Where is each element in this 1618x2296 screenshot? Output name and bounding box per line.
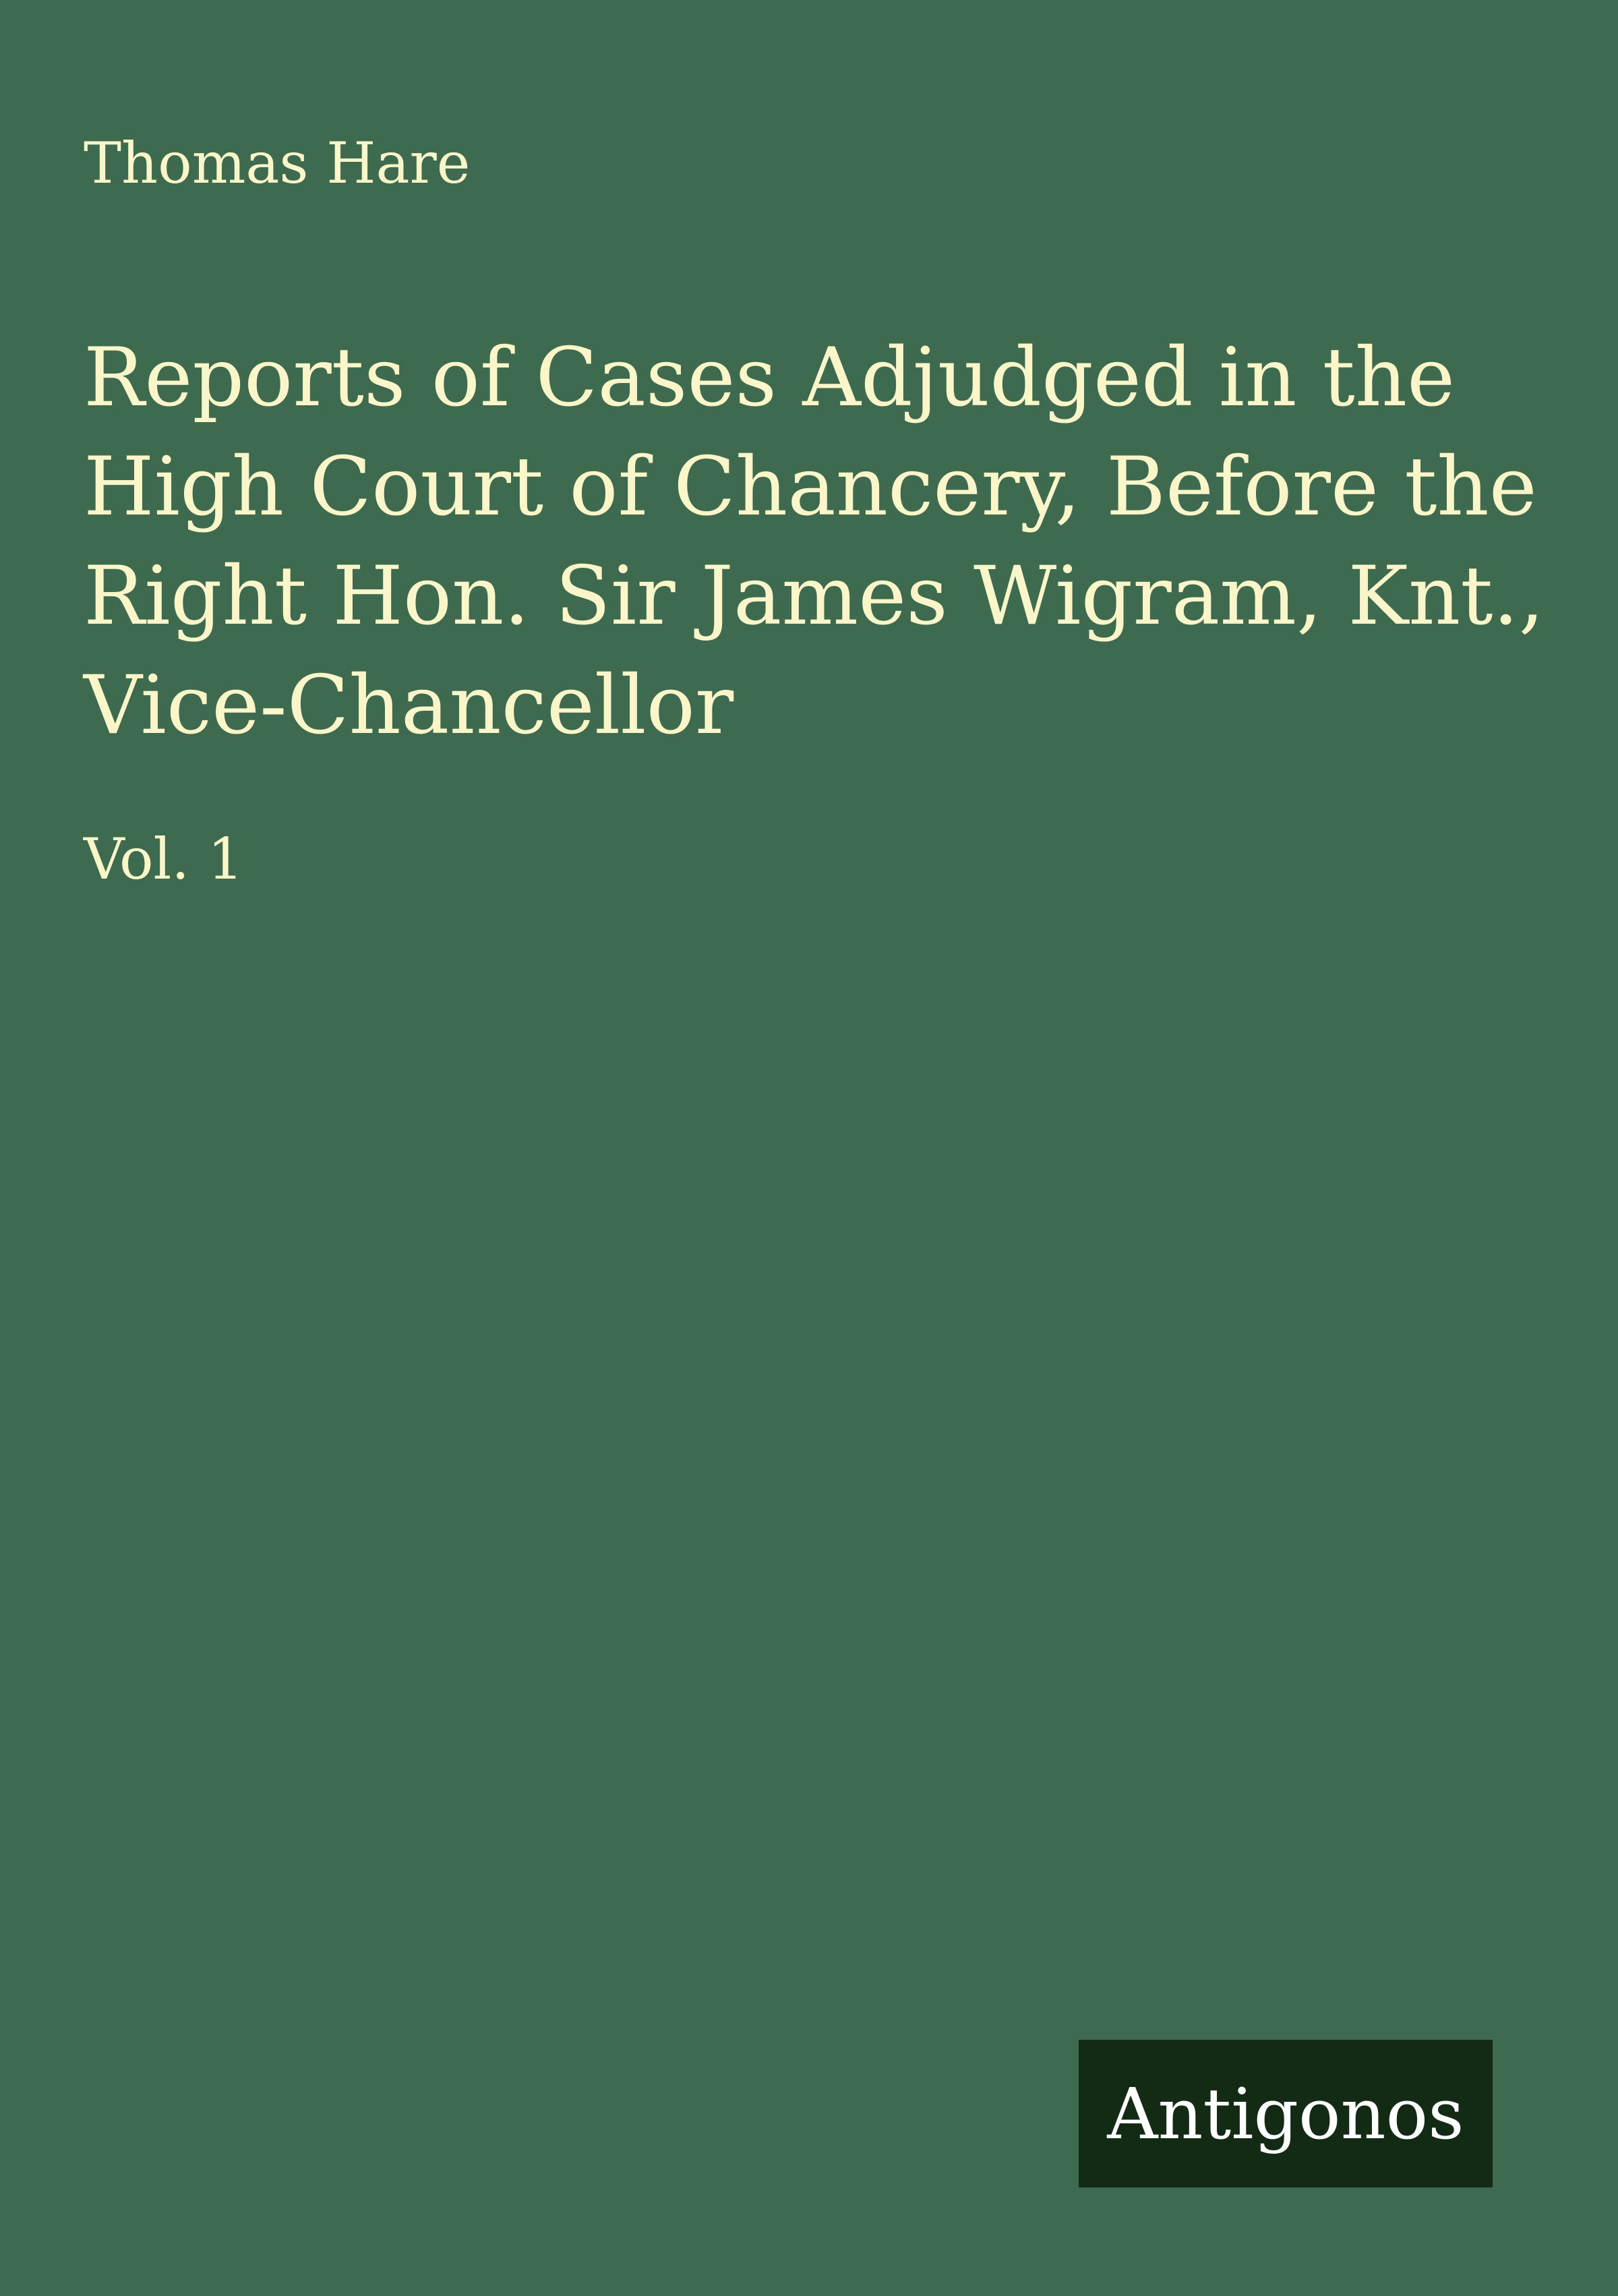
publisher-logo (1079, 2040, 1493, 2187)
author-name: Thomas Hare (84, 130, 471, 196)
volume-label: Vol. 1 (84, 826, 244, 892)
publisher-name: Antigonos (1107, 2072, 1464, 2155)
book-title: Reports of Cases Adjudged in the High Court of Chancery, Before the Right Hon. Sir James Wigram, Knt., Vice-Chancellor (84, 331, 1545, 753)
